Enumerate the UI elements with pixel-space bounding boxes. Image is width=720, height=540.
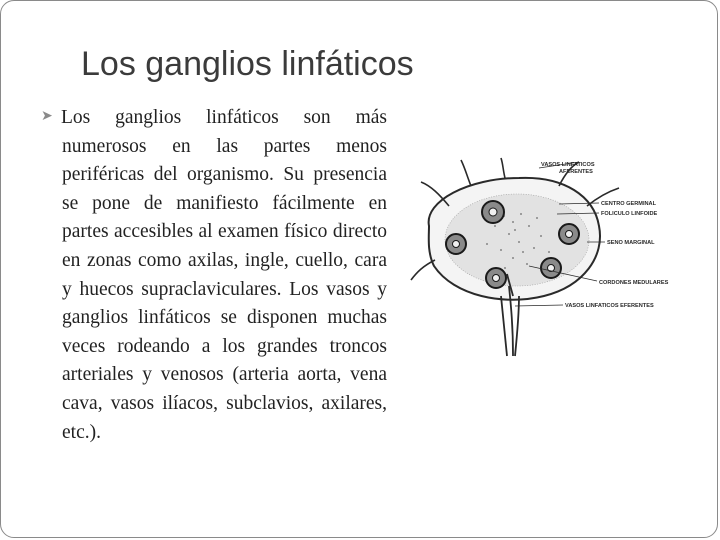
label-lymphoid-follicle: FOLICULO LINFOIDE	[601, 211, 658, 217]
label-efferent: VASOS LINFATICOS EFERENTES	[565, 303, 654, 309]
label-germinal-center: CENTRO GERMINAL	[601, 201, 657, 207]
slide-title: Los ganglios linfáticos	[81, 45, 414, 83]
bullet-arrow-icon: ➤	[41, 108, 53, 124]
label-marginal-sinus: SENO MARGINAL	[607, 240, 655, 246]
bullet-text: Los ganglios linfáticos son más numerosos en las partes menos periféricas del organismo. Su presencia se pone de manifiesto fácilmente en partes accesibles al examen físico directo en zonas como axilas, ingle, cuello, cara y huecos supraclaviculares. Los vasos y ganglios linfáticos se disponen muchas veces rodeando a los grandes troncos arteriales y venosos (arteria aorta, vena cava, vasos ilíacos, subclavios, axilares, etc.).	[61, 107, 387, 443]
label-medullary-cords: CORDONES MEDULARES	[599, 280, 669, 286]
bullet-item	[41, 104, 387, 447]
label-afferent-1: VASOS LINFATICOS	[541, 162, 595, 168]
label-afferent-2: AFERENTES	[559, 169, 593, 175]
lymph-node-diagram	[409, 156, 694, 360]
